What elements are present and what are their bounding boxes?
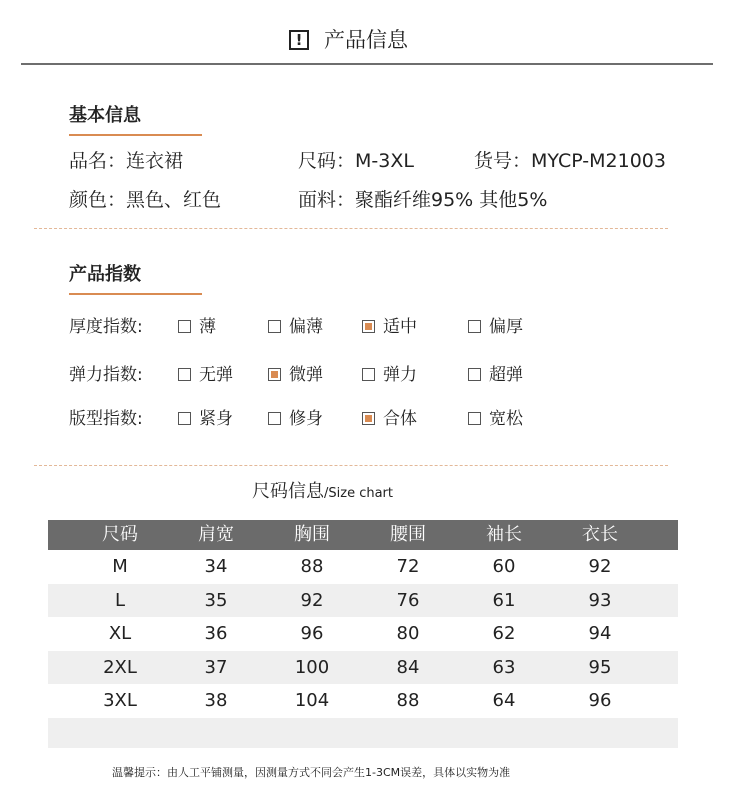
table-row xyxy=(48,651,678,684)
header-divider xyxy=(21,63,713,65)
index-option-label: 合体 xyxy=(383,409,417,429)
table-cell: 96 xyxy=(588,690,612,712)
table-cell: 61 xyxy=(492,589,516,611)
checkbox-icon xyxy=(468,412,481,425)
product-color: 颜色：黑色、红色 xyxy=(69,189,222,211)
table-cell: 64 xyxy=(492,690,516,712)
table-cell: 60 xyxy=(492,556,516,577)
index-option-label: 弹力 xyxy=(383,365,417,385)
table-cell: 35 xyxy=(204,589,228,611)
page-title: 产品信息 xyxy=(324,28,408,52)
checkbox-icon xyxy=(362,368,375,381)
page-header xyxy=(0,0,730,68)
checked-box-icon xyxy=(362,412,375,425)
table-cell: 72 xyxy=(396,556,420,577)
index-option-label: 偏薄 xyxy=(289,317,323,337)
table-cell: 88 xyxy=(300,556,324,577)
table-cell: XL xyxy=(108,623,132,645)
index-label: 弹力指数: xyxy=(69,365,143,385)
table-cell: 37 xyxy=(204,656,228,678)
table-cell: 80 xyxy=(396,623,420,645)
table-cell: L xyxy=(114,589,126,611)
product-name: 品名：连衣裙 xyxy=(69,150,184,172)
table-cell: 84 xyxy=(396,656,420,678)
index-option-label: 超弹 xyxy=(489,365,523,385)
index-option-label: 紧身 xyxy=(199,409,233,429)
table-cell: 104 xyxy=(294,690,330,712)
index-option-label: 偏厚 xyxy=(489,317,523,337)
product-fabric: 面料：聚酯纤维95% 其他5% xyxy=(298,189,548,211)
section-divider xyxy=(34,465,668,466)
checkbox-icon xyxy=(268,412,281,425)
table-cell: 36 xyxy=(204,623,228,645)
size-chart-title xyxy=(252,479,393,507)
table-cell: 76 xyxy=(396,589,420,611)
column-header: 肩宽 xyxy=(198,524,234,545)
index-option-label: 修身 xyxy=(289,409,323,429)
index-option-label: 无弹 xyxy=(199,365,233,385)
table-cell: 100 xyxy=(294,656,330,678)
index-option-label: 微弹 xyxy=(289,365,323,385)
checkbox-icon xyxy=(178,320,191,333)
checkbox-icon xyxy=(468,320,481,333)
table-cell: 3XL xyxy=(103,690,137,712)
table-cell: 94 xyxy=(588,623,612,645)
index-option-label: 宽松 xyxy=(489,409,523,429)
product-index-title: 产品指数 xyxy=(69,264,141,285)
table-cell: 38 xyxy=(204,690,228,712)
size-chart-title-en: /Size chart xyxy=(324,486,393,501)
table-cell: 88 xyxy=(396,690,420,712)
checkbox-icon xyxy=(178,412,191,425)
index-label: 厚度指数: xyxy=(69,317,143,337)
size-table-header xyxy=(48,520,678,550)
basic-info-underline xyxy=(69,134,202,136)
table-cell: 96 xyxy=(300,623,324,645)
basic-info-title: 基本信息 xyxy=(69,105,141,126)
table-row xyxy=(48,684,678,717)
checkbox-icon xyxy=(268,320,281,333)
index-option-label: 薄 xyxy=(199,317,216,337)
table-cell: 92 xyxy=(300,589,324,611)
index-label: 版型指数: xyxy=(69,409,143,429)
checked-box-icon xyxy=(362,320,375,333)
column-header: 胸围 xyxy=(294,524,330,545)
exclamation-icon: ! xyxy=(289,30,309,50)
checkbox-icon xyxy=(468,368,481,381)
column-header: 袖长 xyxy=(486,524,522,545)
table-cell: 63 xyxy=(492,656,516,678)
section-divider xyxy=(34,228,668,229)
product-index-underline xyxy=(69,293,202,295)
checked-box-icon xyxy=(268,368,281,381)
product-size-range: 尺码：M-3XL xyxy=(298,150,414,172)
table-cell: 95 xyxy=(588,656,612,678)
checkbox-icon xyxy=(178,368,191,381)
table-cell: 92 xyxy=(588,556,612,577)
table-row xyxy=(48,550,678,583)
table-cell: 2XL xyxy=(103,656,137,678)
table-row xyxy=(48,584,678,617)
table-cell: 93 xyxy=(588,589,612,611)
column-header: 尺码 xyxy=(102,524,138,545)
size-table-footer-band xyxy=(48,718,678,748)
table-row xyxy=(48,617,678,650)
column-header: 衣长 xyxy=(582,524,618,545)
table-cell: 62 xyxy=(492,623,516,645)
index-option-label: 适中 xyxy=(383,317,417,337)
table-cell: M xyxy=(112,556,128,577)
size-chart-title-zh: 尺码信息 xyxy=(252,481,324,502)
column-header: 腰围 xyxy=(390,524,426,545)
table-cell: 34 xyxy=(204,556,228,577)
measurement-note: 温馨提示：由人工平铺测量，因测量方式不同会产生1-3CM误差，具体以实物为准 xyxy=(112,766,511,779)
product-sku: 货号：MYCP-M21003 xyxy=(474,150,666,172)
